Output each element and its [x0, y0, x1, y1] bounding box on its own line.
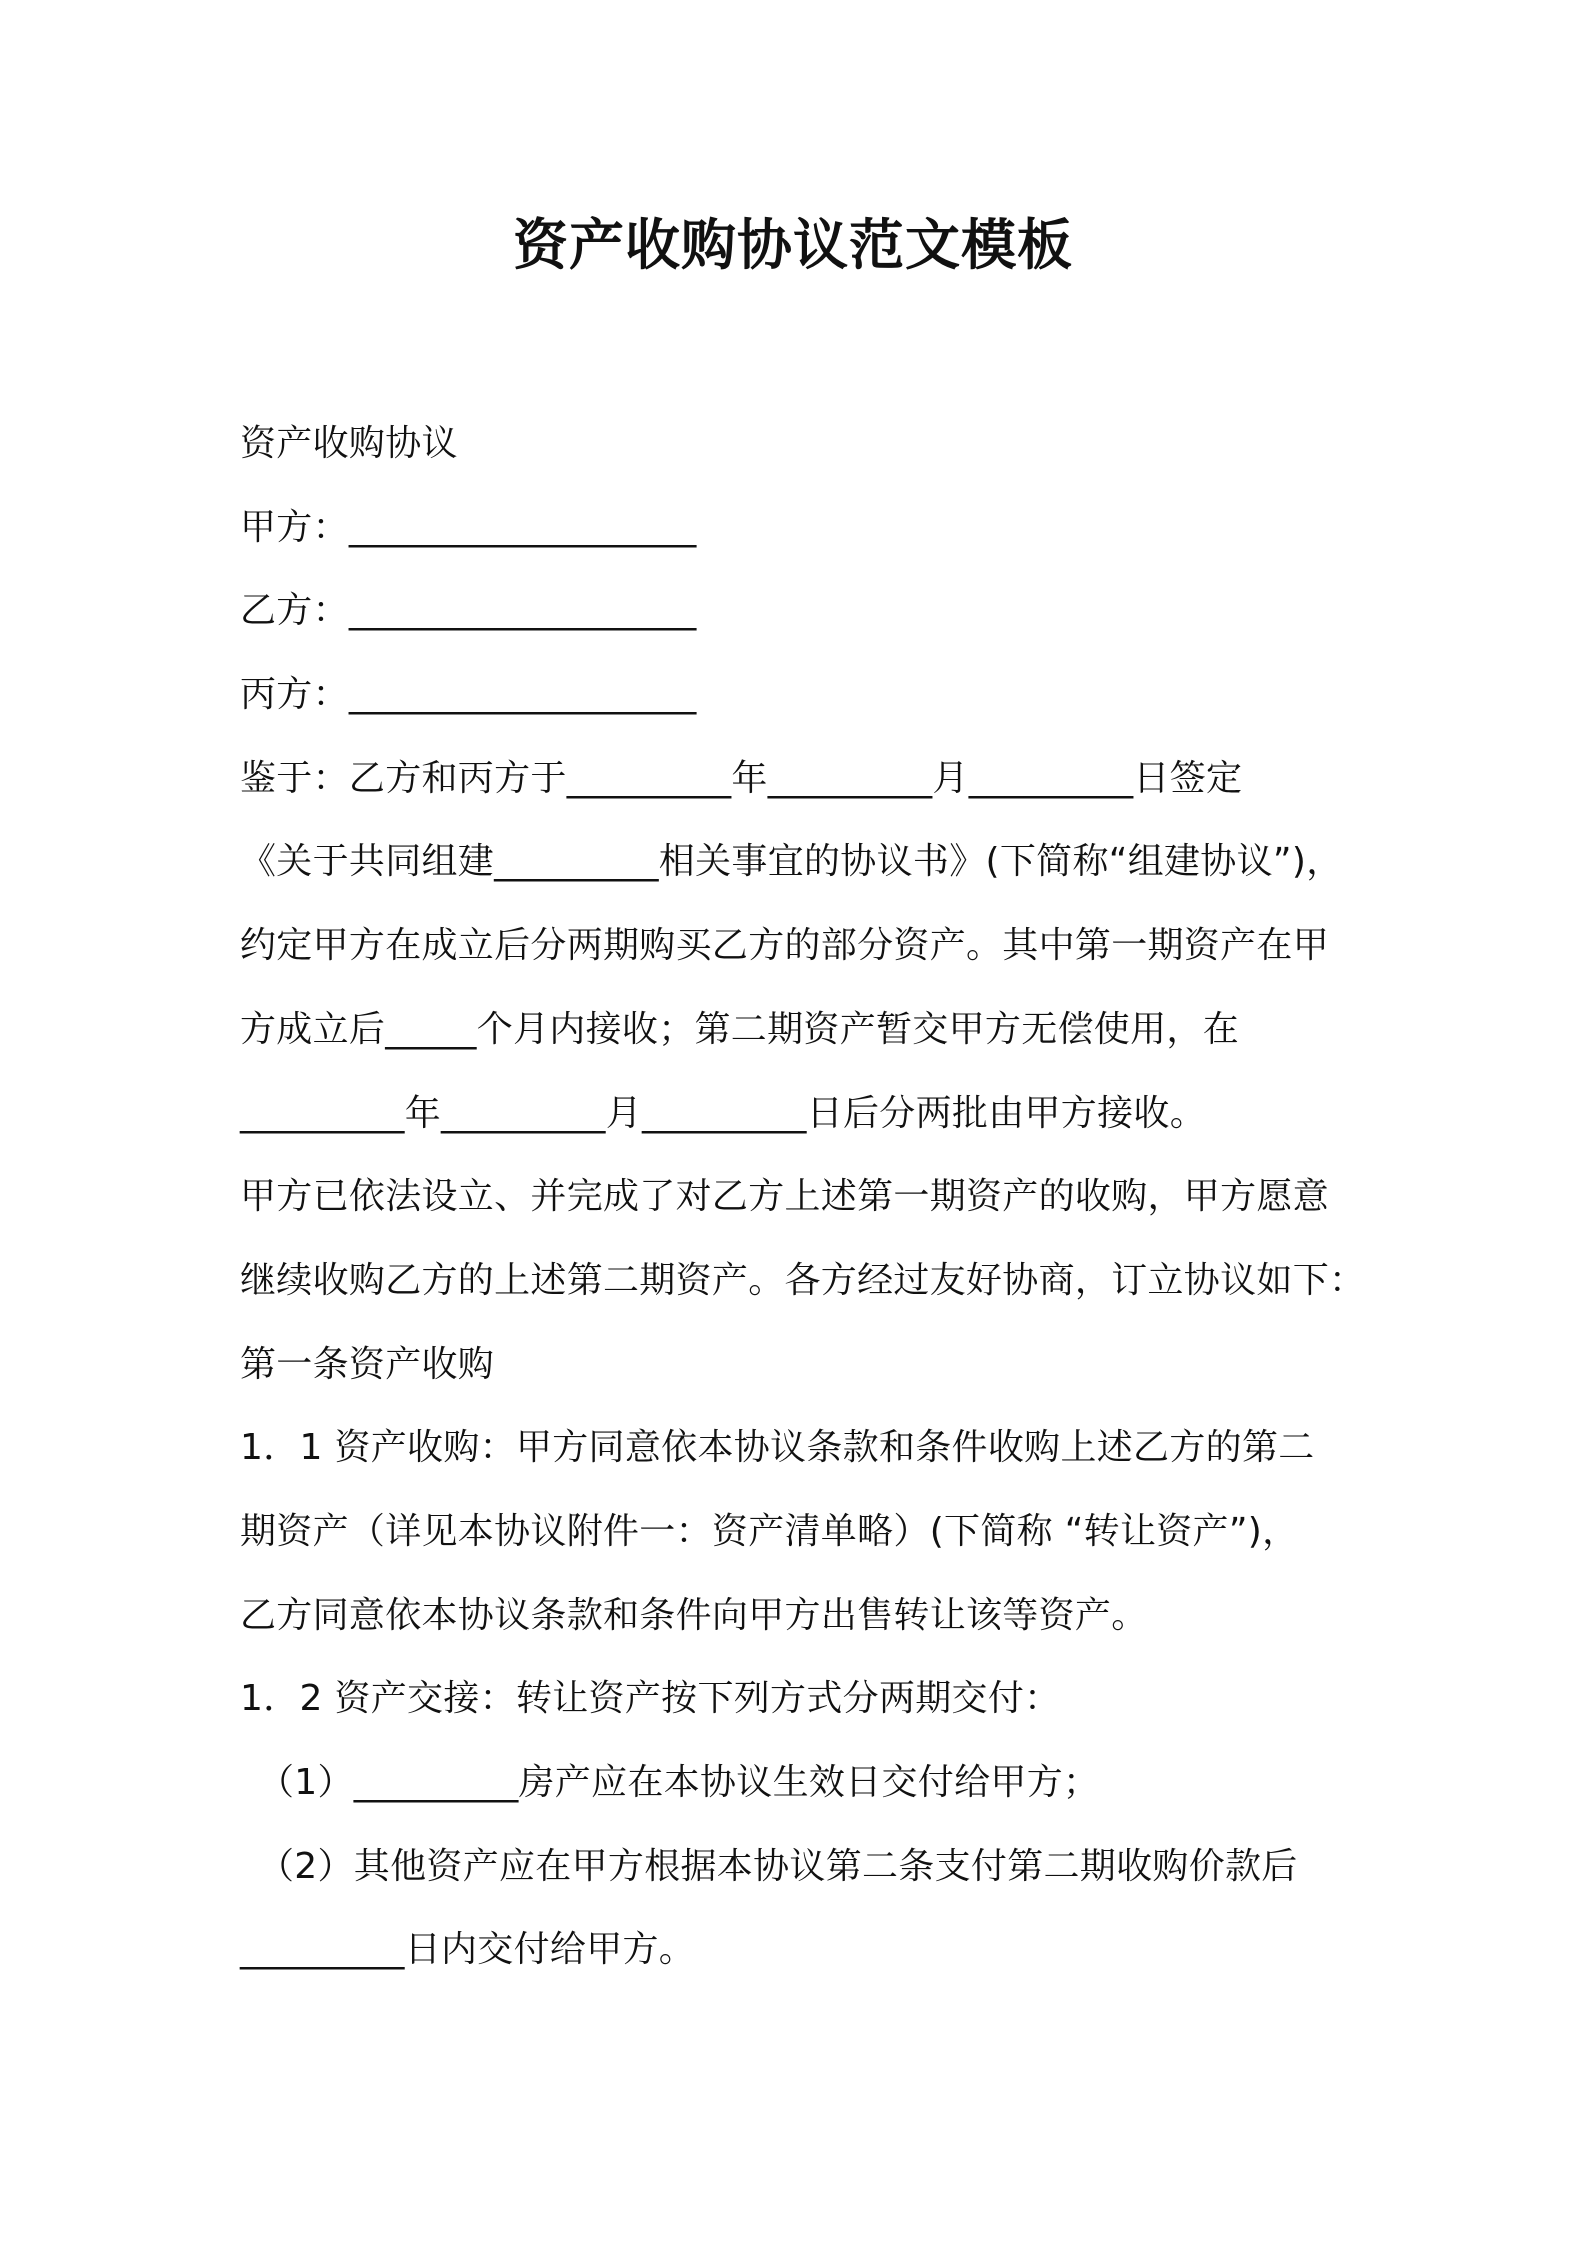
agreement-heading: 资产收购协议: [240, 423, 458, 464]
recital-line-6: 甲方已依法设立、并完成了对乙方上述第一期资产的收购，甲方愿意: [240, 1176, 1330, 1218]
clause-1-1-line-3: 乙方同意依本协议条款和条件向甲方出售转让该等资产。: [240, 1594, 1148, 1636]
recital-line-1: 鉴于：乙方和丙方于_________年_________月_________日签定: [240, 757, 1243, 799]
document-title: 资产收购协议范文模板: [512, 213, 1073, 277]
party-b-line: 乙方：___________________: [240, 590, 697, 632]
recital-line-5: _________年_________月_________日后分两批由甲方接收。: [240, 1092, 1206, 1134]
clause-1-2-item-2-continued: _________日内交付给甲方。: [240, 1929, 696, 1971]
recital-line-2: 《关于共同组建_________相关事宜的协议书》(下简称“组建协议”)，: [240, 841, 1343, 883]
party-c-line: 丙方：___________________: [240, 674, 697, 716]
recital-line-3: 约定甲方在成立后分两期购买乙方的部分资产。其中第一期资产在甲: [240, 925, 1330, 967]
clause-1-1-line-1: 1．1 资产收购：甲方同意依本协议条款和条件收购上述乙方的第二: [240, 1427, 1315, 1469]
document-body: [240, 402, 1380, 1992]
clause-1-1-line-2: 期资产（详见本协议附件一：资产清单略）(下简称 “转让资产”)，: [240, 1510, 1299, 1552]
recital-line-7: 继续收购乙方的上述第二期资产。各方经过友好协商，订立协议如下：: [240, 1259, 1366, 1301]
clause-1-2-line: 1．2 资产交接：转让资产按下列方式分两期交付：: [240, 1678, 1061, 1720]
recital-line-4: 方成立后_____个月内接收；第二期资产暂交甲方无偿使用，在: [240, 1008, 1239, 1050]
clause-1-2-item-1: （1）_________房产应在本协议生效日交付给甲方；: [258, 1762, 1100, 1803]
article-1-heading: 第一条资产收购: [240, 1343, 495, 1385]
party-a-line: 甲方：___________________: [240, 506, 697, 548]
clause-1-2-item-2: （2）其他资产应在甲方根据本协议第二条支付第二期收购价款后: [258, 1845, 1298, 1887]
